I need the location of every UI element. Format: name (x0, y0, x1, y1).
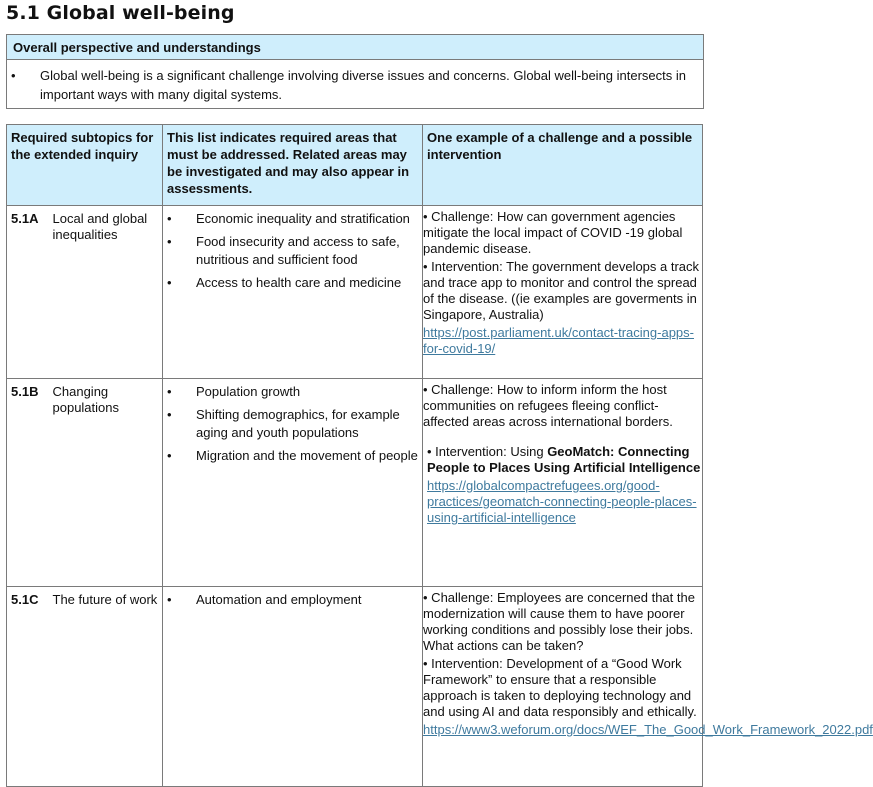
perspective-body (7, 60, 703, 108)
row-areas (163, 379, 423, 587)
list-item (167, 591, 418, 609)
row-code: 5.1B (7, 379, 49, 587)
row-code: 5.1A (7, 206, 49, 379)
row-subtopic: Local and global inequalities (49, 206, 163, 379)
row-code: 5.1C (7, 587, 49, 787)
list-item (167, 406, 418, 442)
area-text: Food insecurity and access to safe, nutritious and sufficient food (196, 234, 400, 267)
table-row (7, 587, 703, 787)
list-item (167, 447, 418, 465)
intervention-text (423, 444, 702, 476)
bullet-icon: • (167, 448, 172, 463)
header-areas: This list indicates required areas that must be addressed. Related areas may be investigated and may also appear in assessments. (163, 125, 423, 206)
row-example (423, 206, 703, 379)
intervention-prefix: • Intervention: The government develops a track and trace app to monitor and control the spread of the disease. ((ie examples are goverments in Singapore, Australia) (423, 259, 700, 322)
table-row (7, 206, 703, 379)
challenge-text: • Challenge: How to inform inform the host communities on refugees fleeing conflict-affected areas across international borders. (423, 382, 673, 429)
area-text: Automation and employment (196, 592, 362, 607)
perspective-text: Global well-being is a significant challenge involving diverse issues and concerns. Global well-being intersects in important ways with many digital systems. (40, 68, 687, 102)
header-example: One example of a challenge and a possible intervention (423, 125, 703, 206)
row-subtopic: The future of work (49, 587, 163, 787)
challenge-text: • Challenge: Employees are concerned that the modernization will cause them to have poorer working conditions and possibly lose their jobs. What actions can be taken? (423, 590, 695, 653)
area-text: Migration and the movement of people (196, 448, 418, 463)
intervention-prefix: • Intervention: Development of a “Good Work Framework” to ensure that a responsible approach is taken to deploying technology and and using AI and data responsibly and ethically. (423, 656, 697, 719)
bullet-icon: • (167, 407, 172, 422)
reference-link[interactable]: https://www3.weforum.org/docs/WEF_The_Good_Work_Framework_2022.pdf (423, 722, 873, 737)
area-text: Access to health care and medicine (196, 275, 402, 290)
perspective-box (6, 34, 704, 109)
list-item (167, 383, 418, 401)
subtopics-table (6, 124, 873, 787)
bullet-icon: • (11, 68, 16, 83)
intervention-text (423, 259, 702, 323)
row-areas (163, 587, 423, 787)
area-text: Economic inequality and stratification (196, 211, 410, 226)
list-item (167, 233, 418, 269)
list-item (167, 210, 418, 228)
section-title: 5.1 Global well-being (6, 2, 235, 24)
row-subtopic: Changing populations (49, 379, 163, 587)
row-areas (163, 206, 423, 379)
row-example (423, 379, 703, 587)
header-subtopics: Required subtopics for the extended inquiry (7, 125, 163, 206)
bullet-icon: • (167, 275, 172, 290)
area-text: Shifting demographics, for example aging and youth populations (196, 407, 400, 440)
reference-link[interactable]: https://post.parliament.uk/contact-tracing-apps-for-covid-19/ (423, 325, 694, 356)
bullet-icon: • (167, 592, 172, 607)
intervention-text (423, 656, 702, 720)
reference-link[interactable]: https://globalcompactrefugees.org/good-practices/geomatch-connecting-people-places-using-artificial-intelligence (427, 478, 697, 525)
bullet-icon: • (167, 384, 172, 399)
perspective-header: Overall perspective and understandings (7, 35, 703, 60)
intervention-bold: GeoMatch: Connecting People to Places Using Artificial Intelligence (427, 444, 701, 475)
area-text: Population growth (196, 384, 301, 399)
challenge-text: • Challenge: How can government agencies mitigate the local impact of COVID -19 global pandemic disease. (423, 209, 683, 256)
intervention-prefix: • Intervention: Using (427, 444, 548, 459)
bullet-icon: • (167, 234, 172, 249)
list-item (167, 274, 418, 292)
bullet-icon: • (167, 211, 172, 226)
row-example (423, 587, 873, 787)
table-row (7, 379, 703, 587)
